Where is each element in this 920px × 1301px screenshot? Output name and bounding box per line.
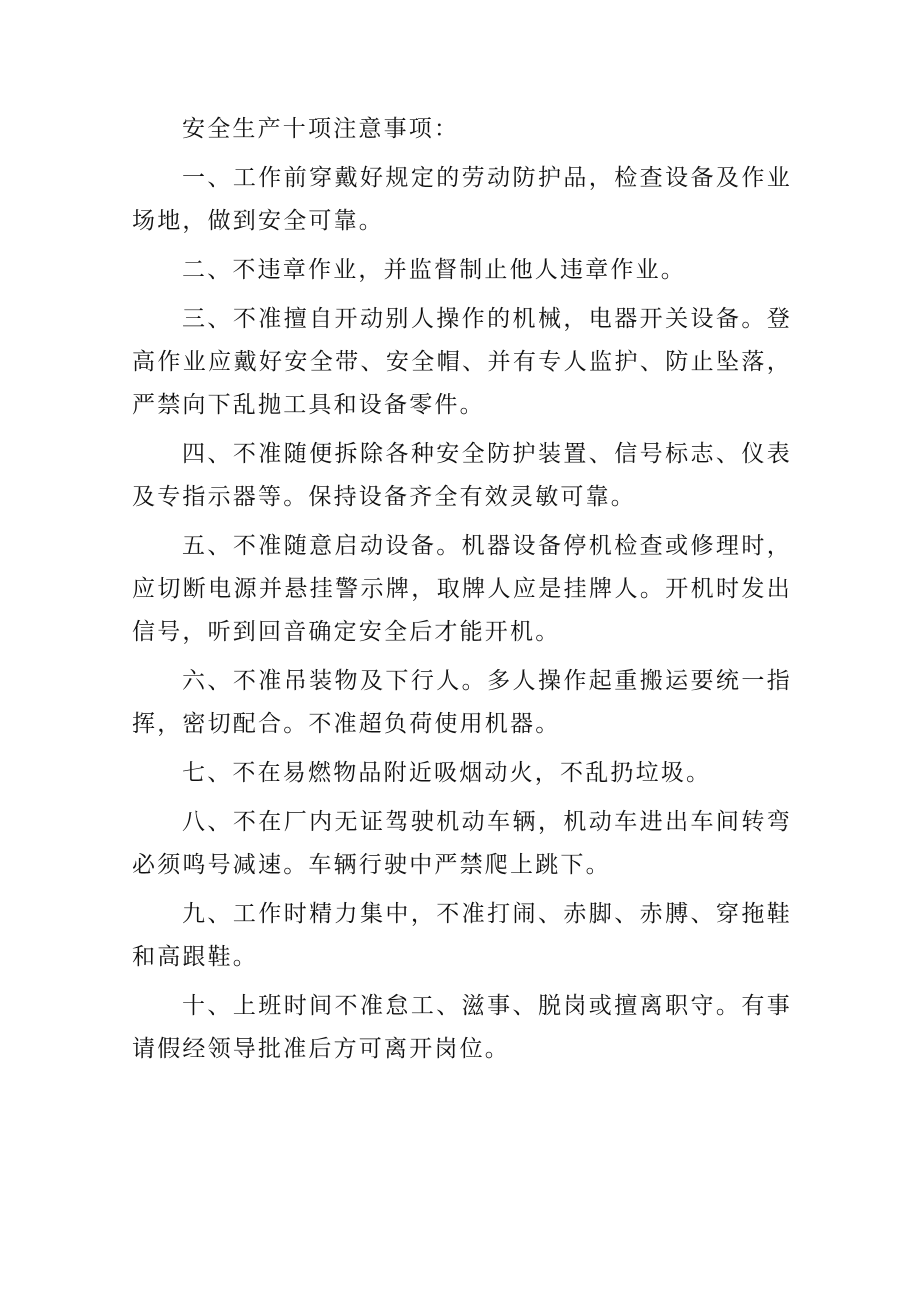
rule-item-9: 九、工作时精力集中，不准打闹、赤脚、赤膊、穿拖鞋和高跟鞋。 — [132, 901, 792, 970]
rule-item-4: 四、不准随便拆除各种安全防护装置、信号标志、仪表及专指示器等。保持设备齐全有效灵敏可靠。 — [132, 441, 792, 510]
document-body — [132, 108, 792, 1077]
rule-item-8: 八、不在厂内无证驾驶机动车辆，机动车进出车间转弯必须鸣号减速。车辆行驶中严禁爬上跳下。 — [132, 809, 792, 878]
rule-item-1: 一、工作前穿戴好规定的劳动防护品，检查设备及作业场地，做到安全可靠。 — [132, 165, 792, 234]
rule-item-6: 六、不准吊装物及下行人。多人操作起重搬运要统一指挥，密切配合。不准超负荷使用机器。 — [132, 668, 792, 737]
rule-item-2: 二、不违章作业，并监督制止他人违章作业。 — [182, 257, 686, 283]
rule-item-3: 三、不准擅自开动别人操作的机械，电器开关设备。登高作业应戴好安全带、安全帽、并有专人监护、防止坠落，严禁向下乱抛工具和设备零件。 — [132, 306, 792, 418]
document-heading: 安全生产十项注意事项： — [182, 116, 460, 142]
rule-item-5: 五、不准随意启动设备。机器设备停机检查或修理时，应切断电源并悬挂警示牌，取牌人应是挂牌人。开机时发出信号，听到回音确定安全后才能开机。 — [132, 533, 792, 645]
rule-item-10: 十、上班时间不准怠工、滋事、脱岗或擅离职守。有事请假经领导批准后方可离开岗位。 — [132, 993, 792, 1062]
rule-item-7: 七、不在易燃物品附近吸烟动火，不乱扔垃圾。 — [182, 760, 712, 786]
